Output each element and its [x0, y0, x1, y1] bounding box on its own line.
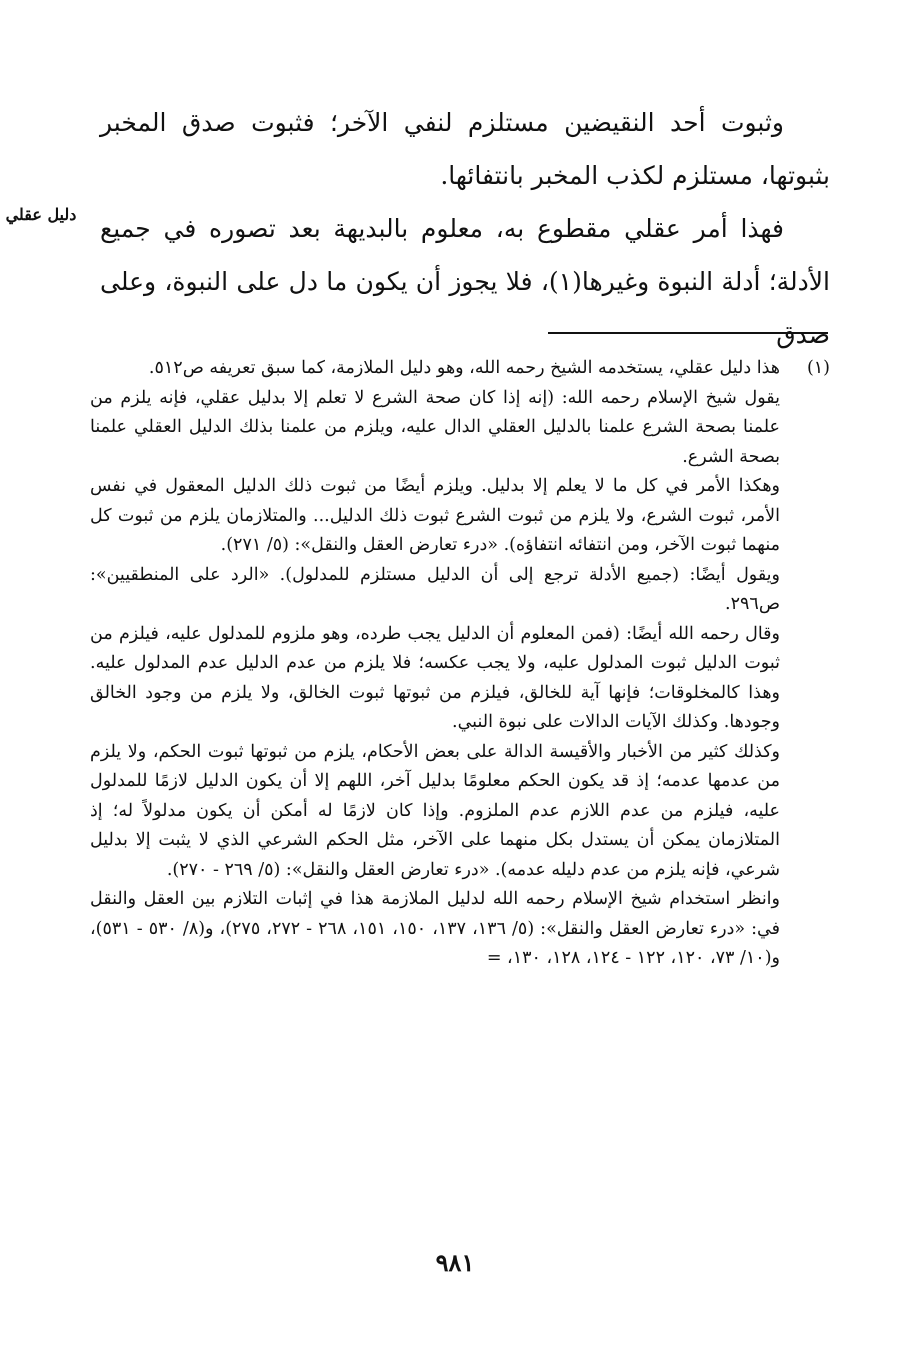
footnote-paragraph: هذا دليل عقلي، يستخدمه الشيخ رحمه الله، وهو دليل الملازمة، كما سبق تعريفه ص٥١٢.: [148, 358, 780, 378]
margin-note: دليل عقلي: [5, 205, 77, 224]
page-number: ٩٨١: [435, 1248, 475, 1277]
footnote-paragraph: وانظر استخدام شيخ الإسلام رحمه الله لدليل الملازمة هذا في إثبات التلازم بين العقل والنقل في: «درء تعارض العقل والنقل»: (٥/ ١٣٦، ١٣٧، ١٥٠، ١٥١، ٢٦٨ - ٢٧٢، ٢٧٥)، و(٨/ ٥٣٠ - ٥٣١)، و(١٠/ ٧٣، ١٢٠، ١٢٢ - ١٢٤، ١٢٨، ١٣٠، =: [90, 889, 780, 968]
footnote-paragraph: يقول شيخ الإسلام رحمه الله: (إنه إذا كان صحة الشرع لا تعلم إلا بدليل عقلي، فإنه يلزم من علمنا بصحة الشرع علمنا بالدليل العقلي الدال عليه، ويلزم من علمنا بذلك الدليل العقلي علمنا بصحة الشرع.: [90, 387, 780, 467]
footnote-number: (١): [806, 358, 830, 378]
main-text: [100, 96, 830, 361]
main-paragraph-2: فهذا أمر عقلي مقطوع به، معلوم بالبديهة بعد تصوره في جميع الأدلة؛ أدلة النبوة وغيرها(١)، فلا يجوز أن يكون ما دل على النبوة، وعلى صدق: [100, 214, 831, 349]
footnote-paragraph: ويقول أيضًا: (جميع الأدلة ترجع إلى أن الدليل مستلزم للمدلول). «الرد على المنطقيين»: ص٢٩٦.: [90, 564, 780, 614]
footnote-paragraph: وهكذا الأمر في كل ما لا يعلم إلا بدليل. ويلزم أيضًا من ثبوت ذلك الدليل المعقول في نفس الأمر، ثبوت الشرع، ولا يلزم من ثبوت الشرع ثبوت ذلك الدليل... والمتلازمان يلزم من ثبوت كل منهما ثبوت الآخر، ومن انتفائه انتفاؤه). «درء تعارض العقل والنقل»: (٥/ ٢٧١).: [90, 476, 780, 555]
footnotes: [90, 354, 830, 974]
main-paragraph-1: وثبوت أحد النقيضين مستلزم لنفي الآخر؛ فثبوت صدق المخبر بثبوتها، مستلزم لكذب المخبر بانتفائها.: [100, 108, 830, 190]
footnote-1: [90, 354, 830, 974]
footnote-separator: [548, 332, 828, 334]
footnote-paragraph: وقال رحمه الله أيضًا: (فمن المعلوم أن الدليل يجب طرده، وهو ملزوم للمدلول عليه، فيلزم من ثبوت الدليل ثبوت المدلول عليه، ولا يجب عكسه؛ فلا يلزم من عدم الدليل عدم المدلول عليه. وهذا كالمخلوقات؛ فإنها آية للخالق، فيلزم من ثبوتها ثبوت الخالق، ولا يلزم من وجود الخالق وجودها. وكذلك الآيات الدالات على نبوة النبي.: [90, 623, 780, 732]
footnote-body: [90, 354, 780, 974]
footnote-paragraph: وكذلك كثير من الأخبار والأقيسة الدالة على بعض الأحكام، يلزم من ثبوتها ثبوت الحكم، ولا يلزم من عدمها عدمه؛ إذ قد يكون الحكم معلومًا بدليل آخر، اللهم إلا أن يكون الدليل لازمًا للمدلول عليه، فيلزم من عدم اللازم عدم الملزوم. وإذا كان لازمًا له أمكن أن يكون مدلولاً له؛ إذ المتلازمان يمكن أن يستدل بكل منهما على الآخر، مثل الحكم الشرعي الذي لا يثبت إلا بدليل شرعي، فإنه يلزم من عدم دليله عدمه). «درء تعارض العقل والنقل»: (٥/ ٢٦٩ - ٢٧٠).: [90, 741, 780, 880]
